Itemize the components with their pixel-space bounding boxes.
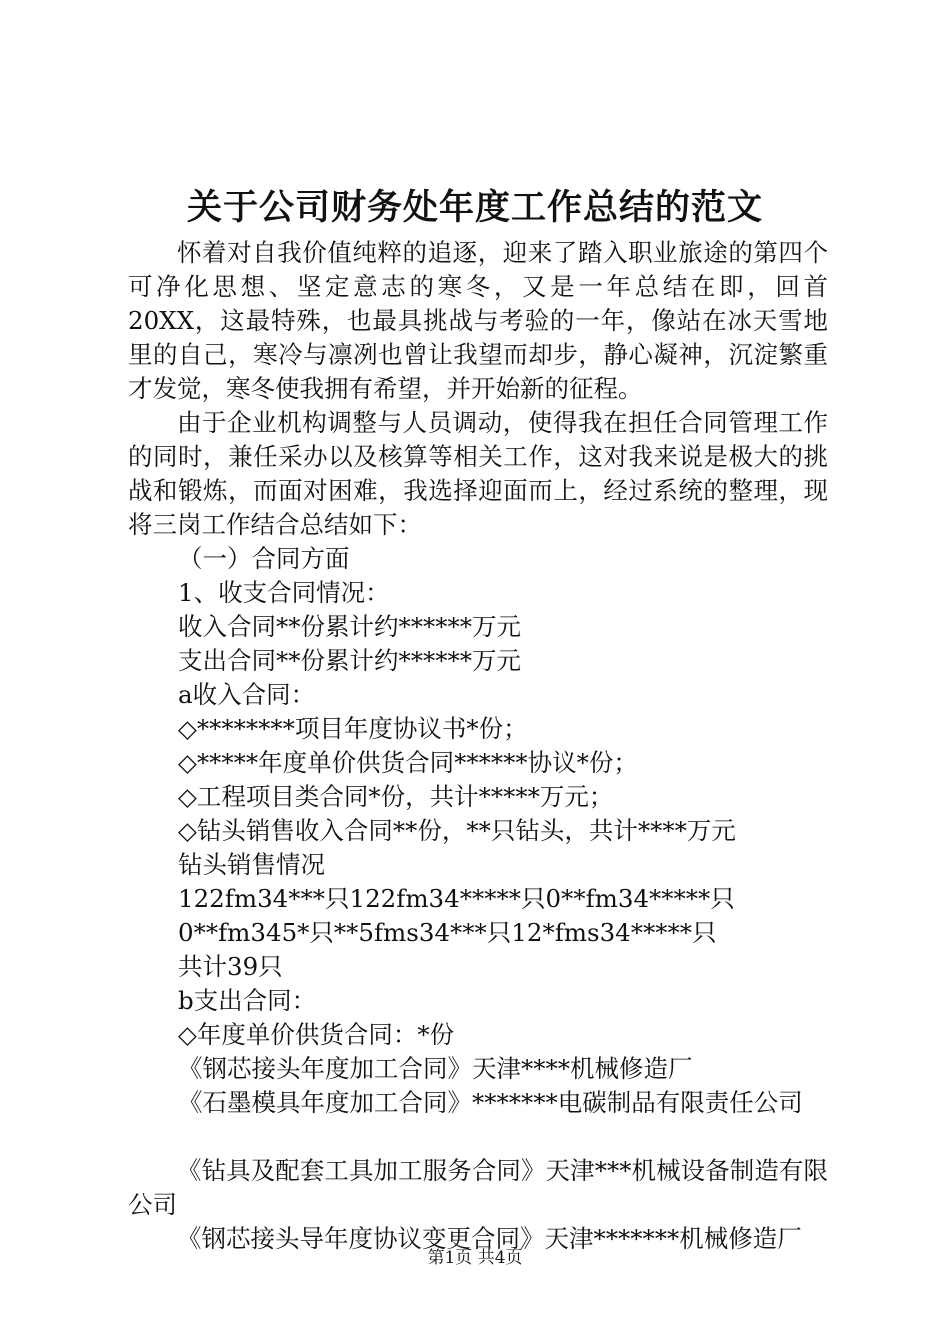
text-line: 《钢芯接头年度加工合同》天津****机械修造厂 (178, 1054, 693, 1083)
subsection-heading: 1、收支合同情况： (178, 578, 390, 607)
text-line: 钻头销售情况 (178, 850, 325, 879)
text-line: 《石墨模具年度加工合同》*******电碳制品有限责任公司 (178, 1088, 803, 1117)
paragraph-restructure: 由于企业机构调整与人员调动，使得我在担任合同管理工作的同时，兼任采办以及核算等相关工作，这对我来说是极大的挑战和锻炼，而面对困难，我选择迎面而上，经过系统的整理，现将三岗工作结合总结如下： (128, 408, 828, 539)
list-item: ◇工程项目类合同*份，共计*****万元； (178, 782, 614, 811)
text-line: b支出合同： (178, 986, 317, 1015)
text-line: 共计39只 (178, 952, 283, 981)
page-footer: 第1页 共4页 (427, 1248, 523, 1268)
paragraph-contract: 《钻具及配套工具加工服务合同》天津***机械设备制造有限公司 (128, 1156, 828, 1219)
section-heading: （一）合同方面 (178, 544, 350, 573)
blank-line (128, 1120, 828, 1154)
document-body (128, 236, 828, 1256)
text-line: 支出合同**份累计约******万元 (178, 646, 521, 675)
paragraph-intro: 怀着对自我价值纯粹的追逐，迎来了踏入职业旅途的第四个可净化思想、坚定意志的寒冬，又是一年总结在即，回首20XX，这最特殊，也最具挑战与考验的一年，像站在冰天雪地里的自己，寒冷与凛冽也曾让我望而却步，静心凝神，沉淀繁重才发觉，寒冬使我拥有希望，并开始新的征程。 (128, 238, 828, 403)
list-item: ◇年度单价供货合同：*份 (178, 1020, 455, 1049)
text-line: 0**fm345*只**5fms34***只12*fms34*****只 (178, 918, 717, 947)
list-item: ◇钻头销售收入合同**份，**只钻头，共计****万元 (178, 816, 736, 845)
list-item: ◇********项目年度协议书*份； (178, 714, 528, 743)
document-title: 关于公司财务处年度工作总结的范文 (186, 187, 763, 228)
text-line: a收入合同： (178, 680, 316, 709)
paragraph-contract: 《钢芯接头导年度协议变更合同》天津*******机械修造厂 (177, 1224, 802, 1253)
list-item: ◇*****年度单价供货合同******协议*份； (178, 748, 638, 777)
text-line: 122fm34***只122fm34*****只0**fm34*****只 (178, 884, 735, 913)
text-line: 收入合同**份累计约******万元 (178, 612, 521, 641)
